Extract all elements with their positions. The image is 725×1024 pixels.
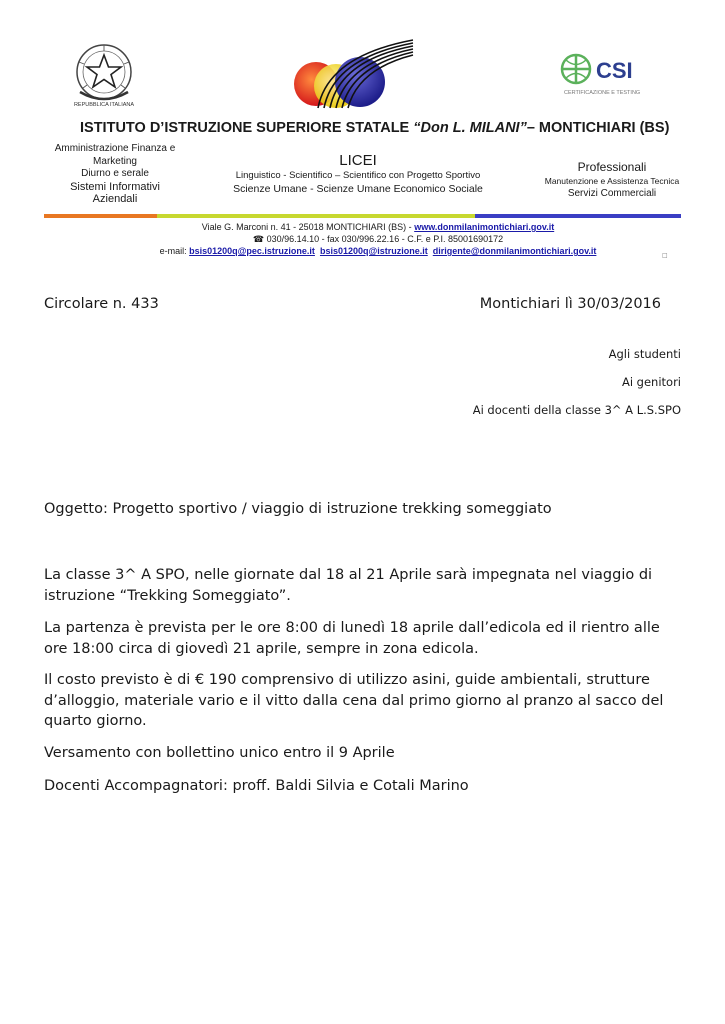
mid-col-line-2: Scienze Umane - Scienze Umane Economico Sociale [233, 182, 483, 195]
email-label: e-mail: [159, 246, 190, 256]
institute-title-prefix: ISTITUTO D’ISTRUZIONE SUPERIORE STATALE [80, 120, 414, 136]
header-color-rule [44, 214, 681, 218]
phone-line: ☎ 030/96.14.10 - fax 030/996.22.16 - C.F. e P.I. 85001690172 [252, 234, 504, 244]
course-column-right [538, 160, 686, 200]
republic-emblem-logo [66, 40, 142, 108]
paragraph-cost: Il costo previsto è di € 190 comprensivo di utilizzo asini, guide ambientali, strutture d’alloggio, materiale vario e il vitto dalla cena dal primo giorno al pranzo al sacco del quarto giorno. [44, 672, 664, 729]
mid-col-line-1: Linguistico - Scientifico – Scientifico con Progetto Sportivo [235, 170, 481, 181]
email-pec-link[interactable]: bsis01200q@pec.istruzione.it [189, 246, 315, 256]
email-main-link[interactable]: bsis01200q@istruzione.it [319, 246, 428, 256]
left-col-line-1: Amministrazione Finanza e [54, 143, 176, 154]
csi-certification-logo [556, 50, 646, 100]
letter-subject: Oggetto: Progetto sportivo / viaggio di istruzione trekking someggiato [44, 501, 552, 517]
rule-segment-orange [44, 214, 157, 218]
place-date: Montichiari lì 30/03/2016 [479, 296, 661, 312]
mid-col-title: LICEI [339, 152, 377, 169]
rule-segment-blue [475, 214, 681, 218]
contact-block [148, 221, 608, 257]
rule-segment-green [157, 214, 475, 218]
website-link[interactable]: www.donmilanimontichiari.gov.it [414, 222, 555, 232]
email-line [148, 245, 608, 257]
circular-number: Circolare n. 433 [44, 296, 159, 312]
right-col-line-1: Manutenzione e Assistenza Tecnica [544, 176, 680, 186]
paragraph-teachers: Docenti Accompagnatori: proff. Baldi Silvia e Cotali Marino [44, 778, 469, 794]
right-col-line-2: Servizi Commerciali [567, 187, 657, 199]
recipient-students: Agli studenti [608, 347, 681, 361]
email-head-link[interactable]: dirigente@donmilanimontichiari.gov.it [432, 246, 597, 256]
csi-logo-text: CSI [596, 58, 633, 83]
address-text: Viale G. Marconi n. 41 - 25018 MONTICHIARI (BS) - [201, 222, 415, 232]
small-square-mark: □ [662, 252, 668, 259]
right-col-title: Professionali [577, 160, 647, 174]
paragraph-payment: Versamento con bollettino unico entro il 9 Aprile [44, 745, 395, 761]
csi-logo-caption: CERTIFICAZIONE E TESTING [564, 90, 641, 96]
recipient-teachers: Ai docenti della classe 3^ A L.S.SPO [472, 403, 681, 417]
left-col-line-5: Aziendali [92, 193, 138, 205]
paragraph-class-trip: La classe 3^ A SPO, nelle giornate dal 18 al 21 Aprile sarà impegnata nel viaggio di istruzione “Trekking Someggiato”. [44, 567, 653, 604]
institute-title-name: “Don L. MILANI” [413, 120, 527, 136]
course-column-left [54, 143, 176, 206]
institute-title [80, 120, 680, 136]
school-logo [288, 36, 418, 118]
left-col-line-2: Marketing [93, 155, 137, 167]
paragraph-departure: La partenza è prevista per le ore 8:00 di lunedì 18 aprile dall’edicola ed il rientro alle ore 18:00 circa di giovedì 21 aprile, sempre in zona edicola. [44, 620, 660, 657]
emblem-caption: REPUBBLICA ITALIANA [73, 102, 135, 108]
left-col-line-4: Sistemi Informativi [70, 180, 160, 193]
address-line [148, 221, 608, 233]
course-column-middle [222, 152, 494, 195]
recipient-parents: Ai genitori [621, 375, 681, 389]
left-col-line-3: Diurno e serale [81, 168, 149, 179]
institute-title-suffix: – MONTICHIARI (BS) [526, 120, 670, 136]
